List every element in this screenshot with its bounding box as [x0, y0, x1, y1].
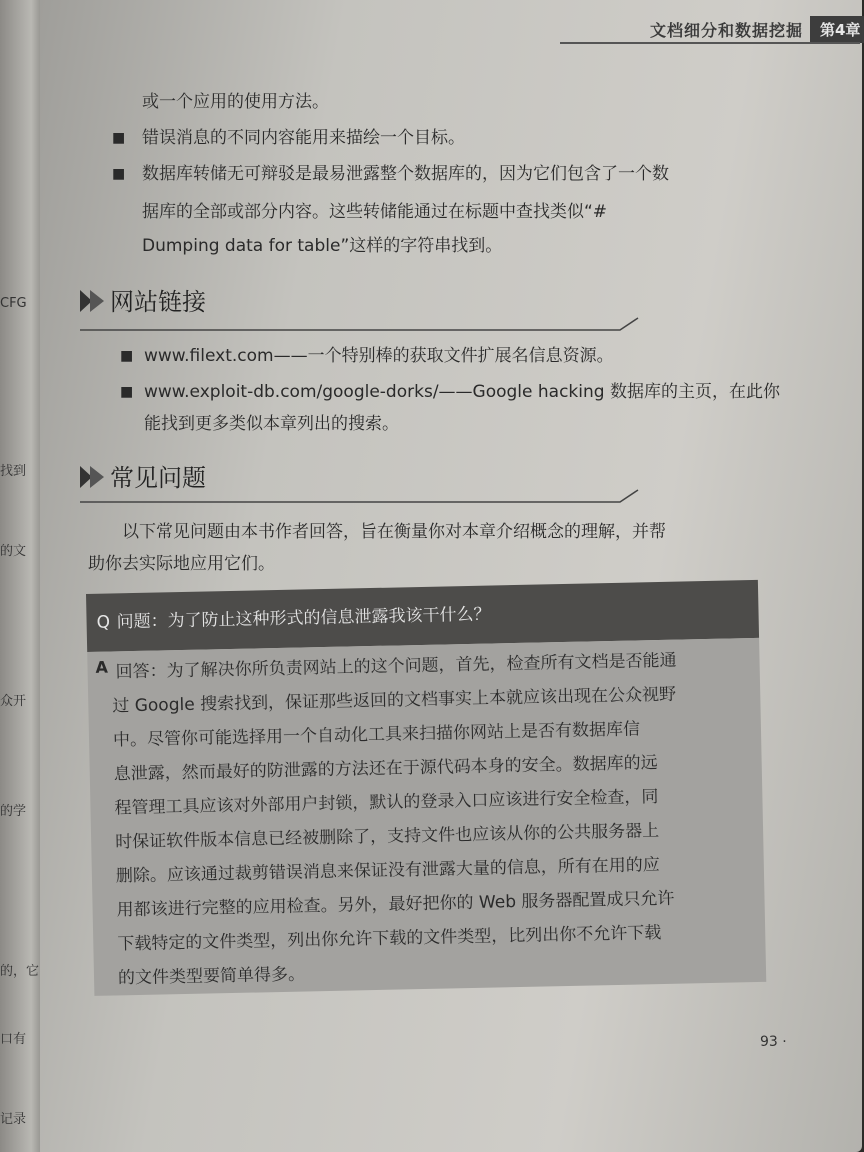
question-text: 问题：为了防止这种形式的信息泄露我该干什么？ — [116, 604, 491, 633]
left-page-fragment: 口有 — [0, 1032, 27, 1047]
answer-line: 中。尽管你可能选择用一个自动化工具来扫描你网站上是否有数据库信 — [112, 719, 641, 751]
faq-intro-line: 助你去实际地应用它们。 — [88, 554, 275, 574]
intro-bullet-text: 据库的全部或部分内容。这些转储能通过在标题中查找类似“# — [142, 202, 608, 222]
heading-rule — [80, 316, 640, 342]
left-page-fragment: 找到 — [0, 464, 27, 479]
running-header-title: 文档细分和数据挖掘 — [650, 21, 804, 40]
bullet-icon: ■ — [120, 384, 134, 400]
heading-arrow-icon — [80, 466, 106, 488]
left-page-fragment: 的，它 — [0, 964, 40, 979]
answer-line: 时保证软件版本信息已经被删除了，支持文件也应该从你的公共服务器上 — [114, 821, 660, 853]
answer-line: 的文件类型要简单得多。 — [117, 964, 306, 989]
page-number: 93 · — [760, 1034, 787, 1050]
links-heading: 网站链接 — [110, 288, 206, 316]
qa-box — [86, 580, 766, 996]
answer-line: 删除。应该通过裁剪错误消息来保证没有泄露大量的信息，所有在用的应 — [115, 855, 661, 887]
bullet-icon: ■ — [112, 166, 126, 182]
answer-line: 过 Google 搜索找到，保证那些返回的文档事实上本就应该出现在公众视野 — [112, 684, 677, 717]
answer-marker: A — [95, 657, 109, 677]
header-rule — [560, 42, 860, 44]
question-marker: Q — [96, 612, 111, 633]
bullet-icon: ■ — [112, 130, 126, 146]
intro-line: 或一个应用的使用方法。 — [142, 92, 329, 112]
faq-heading: 常见问题 — [110, 464, 206, 492]
answer-line: 下载特定的文件类型，列出你允许下载的文件类型，比列出你不允许下载 — [117, 923, 662, 955]
intro-bullet-text: 错误消息的不同内容能用来描绘一个目标。 — [142, 128, 465, 148]
bullet-icon: ■ — [120, 348, 134, 364]
link-item: 能找到更多类似本章列出的搜索。 — [144, 414, 399, 434]
answer-line: 息泄露，然而最好的防泄露的方法还在于源代码本身的安全。数据库的远 — [113, 753, 658, 785]
answer-line: 回答：为了解决你所负责网站上的这个问题，首先，检查所有文档是否能通 — [115, 650, 677, 683]
left-page-fragment: 的文 — [0, 544, 27, 559]
link-item: www.filext.com——一个特别棒的获取文件扩展名信息资源。 — [144, 346, 614, 366]
left-page-fragment: 记录 — [0, 1112, 27, 1127]
link-item: www.exploit-db.com/google-dorks/——Google hacking 数据库的主页，在此你 — [144, 382, 780, 402]
answer-panel — [87, 638, 766, 996]
chapter-tab: 第4章 — [810, 16, 864, 43]
left-page-fragment: CFG — [0, 296, 27, 311]
left-page-fragment: 众开 — [0, 694, 27, 709]
heading-rule — [80, 488, 640, 514]
intro-bullet-text: 数据库转储无可辩驳是最易泄露整个数据库的，因为它们包含了一个数 — [142, 164, 669, 184]
heading-arrow-icon — [80, 290, 106, 312]
intro-bullet-text: Dumping data for table”这样的字符串找到。 — [142, 236, 503, 256]
answer-line: 程管理工具应该对外部用户封锁，默认的登录入口应该进行安全检查，同 — [114, 787, 659, 819]
faq-intro-line: 以下常见问题由本书作者回答，旨在衡量你对本章介绍概念的理解，并帮 — [122, 522, 666, 542]
book-page — [40, 0, 862, 1152]
answer-line: 用都该进行完整的应用检查。另外，最好把你的 Web 服务器配置成只允许 — [116, 888, 675, 921]
left-page-fragment: 的学 — [0, 804, 27, 819]
